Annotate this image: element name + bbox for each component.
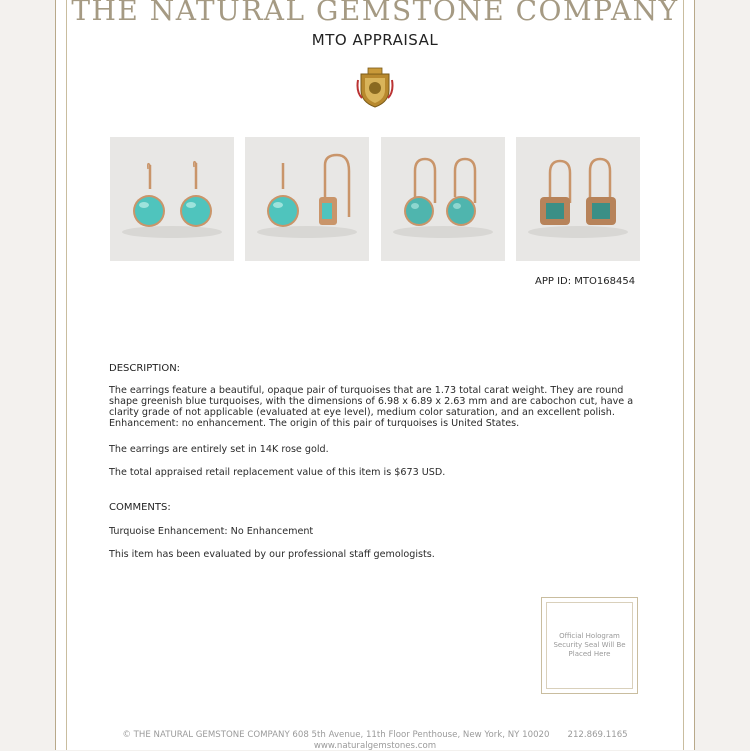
hologram-seal-inner <box>546 602 633 689</box>
footer-address: © THE NATURAL GEMSTONE COMPANY 608 5th Avenue, 11th Floor Penthouse, New York, NY 10020 <box>122 730 550 740</box>
description-title: DESCRIPTION: <box>109 363 181 374</box>
comments-title: COMMENTS: <box>109 502 171 513</box>
enhancement-comment: Turquoise Enhancement: No Enhancement <box>109 526 314 537</box>
earrings-back-photo <box>516 137 640 261</box>
earrings-angle-photo <box>381 137 505 261</box>
hologram-seal-box <box>541 597 638 694</box>
value-paragraph: The total appraised retail replacement value of this item is $673 USD. <box>109 467 446 478</box>
crest-logo-icon <box>356 66 394 108</box>
appraisal-id: APP ID: MTO168454 <box>535 276 636 287</box>
hologram-seal-text: Official Hologram Security Seal Will Be Placed Here <box>553 632 626 658</box>
earrings-front-photo <box>110 137 234 261</box>
company-name: THE NATURAL GEMSTONE COMPANY <box>71 0 679 27</box>
metal-paragraph: The earrings are entirely set in 14K rose gold. <box>109 444 329 455</box>
document-subtitle: MTO APPRAISAL <box>311 31 439 49</box>
footer-address-line <box>0 730 750 740</box>
footer-website[interactable]: www.naturalgemstones.com <box>313 741 437 751</box>
description-paragraph: The earrings feature a beautiful, opaque pair of turquoises that are 1.73 total carat weight. They are round shape greenish blue turquoises, with the dimensions of 6.98 x 6.89 x 2.63 mm and are cabochon cut, have a clarity grade of not applicable (evaluated at eye level), medium color saturation, and an excellent polish. Enhancement: no enhancement. The origin of this pair of turquoises is United States. <box>109 385 634 429</box>
footer-phone: 212.869.1165 <box>567 730 628 740</box>
earrings-side-photo <box>245 137 369 261</box>
evaluation-comment: This item has been evaluated by our professional staff gemologists. <box>109 549 435 560</box>
